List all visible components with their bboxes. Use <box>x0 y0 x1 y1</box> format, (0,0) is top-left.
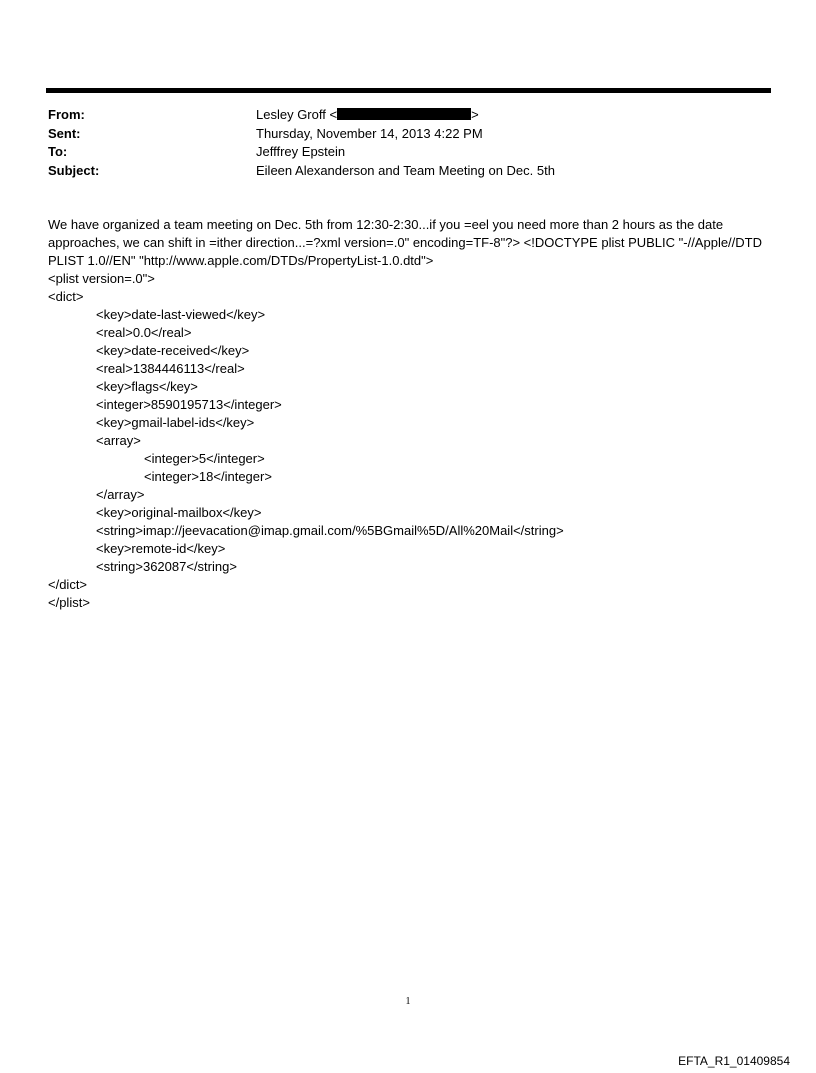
email-header <box>48 106 768 180</box>
plist-line: <real>0.0</real> <box>96 325 192 340</box>
sent-row <box>48 125 768 144</box>
subject-value: Eileen Alexanderson and Team Meeting on Dec. 5th <box>256 162 555 178</box>
plist-line: <key>flags</key> <box>96 379 198 394</box>
from-row <box>48 106 768 125</box>
plist-line: <integer>18</integer> <box>144 469 272 484</box>
redaction-block <box>337 108 471 120</box>
plist-line: <plist version=.0"> <box>48 271 155 286</box>
plist-line: <integer>5</integer> <box>144 451 265 466</box>
from-label: From: <box>48 107 85 122</box>
email-body <box>48 216 768 612</box>
plist-line: <key>date-last-viewed</key> <box>96 307 266 322</box>
plist-line: </array> <box>96 487 145 502</box>
plist-line: <string>362087</string> <box>96 559 237 574</box>
plist-line: <key>original-mailbox</key> <box>96 505 262 520</box>
plist-line: </dict> <box>48 577 88 592</box>
to-label: To: <box>48 144 68 159</box>
plist-line: <key>remote-id</key> <box>96 541 226 556</box>
plist-line: <key>date-received</key> <box>96 343 250 358</box>
from-name: Lesley Groff < <box>256 107 338 122</box>
subject-row <box>48 162 768 181</box>
subject-label: Subject: <box>48 162 100 178</box>
from-value <box>256 106 768 125</box>
sent-label: Sent: <box>48 125 81 141</box>
from-close: > <box>471 107 479 122</box>
plist-line: <integer>8590195713</integer> <box>96 397 282 412</box>
page-number: 1 <box>405 996 411 1007</box>
plist-line: <array> <box>96 433 141 448</box>
plist-line: <string>imap://jeevacation@imap.gmail.com/%5BGmail%5D/All%20Mail</string> <box>96 523 564 538</box>
plist-line: </plist> <box>48 595 90 610</box>
top-rule <box>46 88 771 93</box>
to-row <box>48 143 768 162</box>
to-value: Jefffrey Epstein <box>256 144 346 159</box>
sent-value: Thursday, November 14, 2013 4:22 PM <box>256 125 483 141</box>
plist-line: <key>gmail-label-ids</key> <box>96 415 255 430</box>
document-id: EFTA_R1_01409854 <box>678 1054 790 1068</box>
plist-line: <dict> <box>48 289 84 304</box>
body-paragraph: We have organized a team meeting on Dec. 5th from 12:30-2:30...if you =eel you need more than 2 hours as the date approaches, we can shift in =ither direction...=?xml version=.0" encoding=TF-8"?> <!DOCTYPE plist PUBLIC "-//Apple//DTD PLIST 1.0//EN" "http://www.apple.com/DTDs/PropertyList-1.0.dtd"> <box>48 217 762 268</box>
plist-line: <real>1384446113</real> <box>96 361 245 376</box>
